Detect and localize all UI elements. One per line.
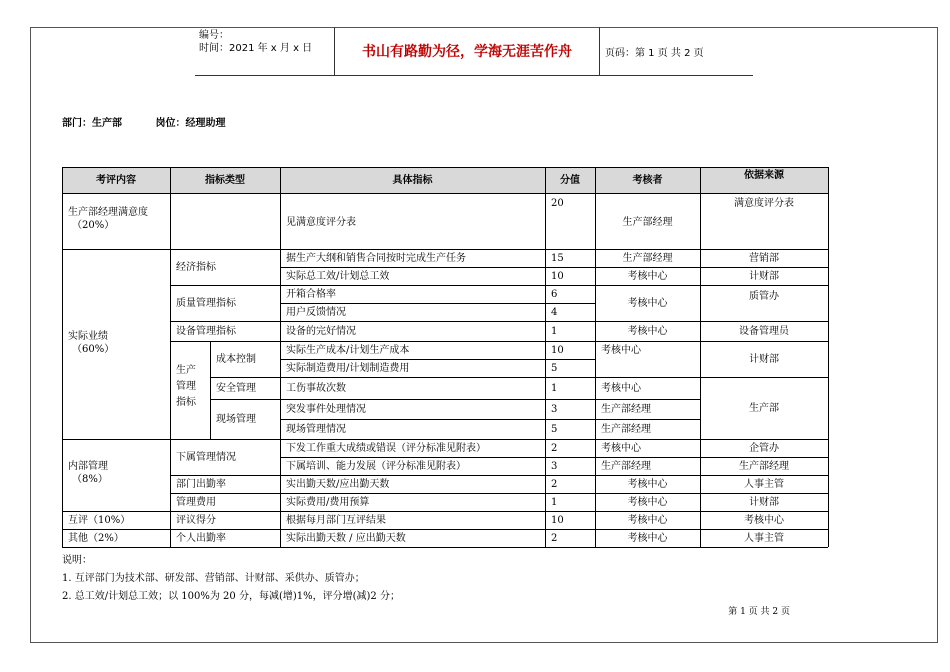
- quality-score-2: 4: [551, 306, 558, 318]
- cost-score-1: 10: [551, 344, 564, 356]
- r1-assessor: 生产部经理: [622, 216, 673, 228]
- cost-indicator-1: 实际生产成本/计划生产成本: [286, 344, 410, 356]
- r1-content-weight: （20%）: [72, 220, 115, 231]
- grid-line: [62, 547, 828, 548]
- prod-source: 生产部: [749, 402, 779, 414]
- equip-source: 设备管理员: [739, 325, 789, 337]
- grid-line: [62, 529, 828, 530]
- other-content: 其他（2%）: [68, 532, 124, 544]
- sub-source-1: 企管办: [749, 442, 779, 454]
- costmgmt-type: 管理费用: [176, 496, 216, 508]
- grid-line: [280, 167, 281, 547]
- sub-assessor-2: 生产部经理: [601, 460, 651, 472]
- grid-line: [62, 167, 828, 168]
- prod-type-line-2: 管理: [176, 381, 196, 392]
- equip-indicator: 设备的完好情况: [286, 325, 356, 337]
- other-type: 个人出勤率: [176, 532, 226, 544]
- site-sub: 现场管理: [216, 413, 256, 425]
- grid-line: [170, 493, 828, 494]
- doc-date: 时间：2021 年 x 月 x 日: [199, 43, 313, 54]
- other-source: 人事主管: [744, 532, 784, 544]
- th-source: 依据来源: [700, 167, 828, 193]
- site-indicator-2: 现场管理情况: [286, 423, 346, 435]
- peer-type: 评议得分: [176, 514, 216, 526]
- r1-indicator: 见满意度评分表: [286, 216, 356, 228]
- grid-line: [62, 439, 828, 440]
- peer-indicator: 根据每月部门互评结果: [286, 514, 386, 526]
- econ-indicator-2: 实际总工效/计划总工效: [286, 270, 390, 282]
- costmgmt-indicator: 实际费用/费用预算: [286, 496, 370, 508]
- sub-indicator-2: 下属培训、能力发展（评分标准见附表）: [286, 460, 466, 472]
- sub-assessor-1: 考核中心: [601, 442, 641, 454]
- page-footer: 第 1 页 共 2 页: [728, 607, 790, 617]
- equip-assessor: 考核中心: [627, 325, 668, 337]
- safety-score: 1: [551, 382, 558, 394]
- th-score: 分值: [545, 167, 595, 193]
- note-2: 2. 总工效/计划总工效；以 100%为 20 分，每减(增)1%，评分增(减)2 分；: [62, 591, 400, 602]
- grid-line: [170, 341, 828, 342]
- department-line: [62, 114, 255, 129]
- page-info: 页码：第 1 页 共 2 页: [605, 47, 704, 59]
- grid-line: [210, 377, 828, 378]
- equip-score: 1: [551, 325, 558, 337]
- r1-content-name: 生产部经理满意度: [68, 207, 148, 218]
- sub-source-2: 生产部经理: [739, 460, 789, 472]
- econ-source-2: 计财部: [749, 270, 779, 282]
- safety-assessor: 考核中心: [601, 382, 641, 394]
- actual-content-name: 实际业绩: [68, 331, 108, 342]
- attend-source: 人事主管: [744, 478, 784, 490]
- quality-indicator-2: 用户反馈情况: [286, 306, 346, 318]
- costmgmt-source: 计财部: [749, 496, 779, 508]
- sub-indicator-1: 下发工作重大成绩或错误（评分标准见附表）: [286, 442, 486, 454]
- cost-source: 计财部: [749, 353, 779, 365]
- th-indicator: 具体指标: [280, 167, 545, 193]
- r1-content: [62, 206, 170, 234]
- cost-assessor: 考核中心: [601, 345, 641, 356]
- r1-score: 20: [551, 198, 564, 209]
- site-assessor-2: 生产部经理: [601, 423, 651, 435]
- th-type: 指标类型: [170, 167, 280, 193]
- grid-line: [170, 321, 828, 322]
- econ-type: 经济指标: [176, 261, 216, 273]
- notes-title: 说明：: [62, 555, 92, 566]
- econ-score-2: 10: [551, 270, 564, 282]
- cost-score-2: 5: [551, 362, 558, 374]
- grid-line: [280, 267, 828, 268]
- quality-indicator-1: 开箱合格率: [286, 288, 336, 300]
- costmgmt-assessor: 考核中心: [627, 496, 668, 508]
- grid-line: [280, 303, 595, 304]
- costmgmt-score: 1: [551, 496, 558, 508]
- attend-indicator: 实出勤天数/应出勤天数: [286, 478, 390, 490]
- peer-source: 考核中心: [744, 514, 784, 526]
- grid-line: [62, 167, 63, 547]
- th-content: 考评内容: [62, 167, 170, 193]
- peer-assessor: 考核中心: [627, 514, 668, 526]
- internal-content-name: 内部管理: [68, 461, 108, 472]
- other-assessor: 考核中心: [627, 532, 668, 544]
- internal-content: [62, 460, 170, 490]
- actual-content-weight: （60%）: [72, 344, 115, 355]
- position: 岗位：经理助理: [155, 118, 226, 129]
- site-indicator-1: 突发事件处理情况: [286, 403, 366, 415]
- sub-type: 下属管理情况: [176, 451, 236, 463]
- other-score: 2: [551, 532, 558, 544]
- peer-score: 10: [551, 514, 564, 526]
- site-score-1: 3: [551, 403, 558, 415]
- safety-indicator: 工伤事故次数: [286, 382, 346, 394]
- document-header: [195, 27, 753, 76]
- grid-line: [62, 193, 828, 194]
- grid-line: [62, 511, 828, 512]
- note-1: 1. 互评部门为技术部、研发部、营销部、计财部、采供办、质管办；: [62, 573, 365, 584]
- grid-line: [62, 249, 828, 250]
- econ-score-1: 15: [551, 252, 564, 264]
- grid-line: [280, 419, 700, 420]
- header-left: [195, 27, 335, 75]
- grid-line: [280, 457, 828, 458]
- internal-content-weight: （8%）: [72, 474, 108, 485]
- actual-content: [62, 330, 170, 360]
- th-assessor: 考核者: [595, 167, 700, 193]
- grid-line: [170, 167, 171, 547]
- peer-content: 互评（10%）: [68, 514, 131, 526]
- grid-line: [210, 341, 211, 439]
- grid-line: [545, 167, 546, 547]
- grid-line: [595, 167, 596, 547]
- cost-sub: 成本控制: [216, 353, 256, 365]
- econ-indicator-1: 据生产大纲和销售合同按时完成生产任务: [286, 252, 466, 264]
- prod-type-line-1: 生产: [176, 365, 196, 376]
- department: 部门：生产部: [62, 118, 122, 129]
- econ-assessor-2: 考核中心: [627, 270, 668, 282]
- grid-line: [828, 167, 829, 547]
- grid-line: [170, 285, 828, 286]
- econ-assessor-1: 生产部经理: [622, 252, 673, 264]
- attend-type: 部门出勤率: [176, 478, 226, 490]
- cost-indicator-2: 实际制造费用/计划制造费用: [286, 362, 410, 374]
- other-indicator: 实际出勤天数 / 应出勤天数: [286, 532, 406, 544]
- grid-line: [210, 399, 700, 400]
- equip-type: 设备管理指标: [176, 325, 236, 337]
- grid-line: [700, 167, 701, 547]
- quality-score-1: 6: [551, 288, 558, 300]
- quality-assessor: 考核中心: [627, 297, 668, 309]
- doc-number-label: 编号：: [199, 30, 229, 41]
- prod-type-line-3: 指标: [176, 397, 196, 408]
- attend-score: 2: [551, 478, 558, 490]
- motto: 书山有路勤为径，学海无涯苦作舟: [335, 27, 600, 75]
- quality-source: 质管办: [749, 290, 779, 302]
- quality-type: 质量管理指标: [176, 297, 236, 309]
- site-assessor-1: 生产部经理: [601, 403, 651, 415]
- grid-line: [170, 475, 828, 476]
- prod-type: [170, 363, 210, 419]
- econ-source-1: 营销部: [749, 252, 779, 264]
- r1-source: 满意度评分表: [734, 197, 794, 209]
- safety-sub: 安全管理: [216, 382, 256, 394]
- grid-line: [280, 359, 595, 360]
- sub-score-1: 2: [551, 442, 558, 454]
- attend-assessor: 考核中心: [627, 478, 668, 490]
- site-score-2: 5: [551, 423, 558, 435]
- sub-score-2: 3: [551, 460, 558, 472]
